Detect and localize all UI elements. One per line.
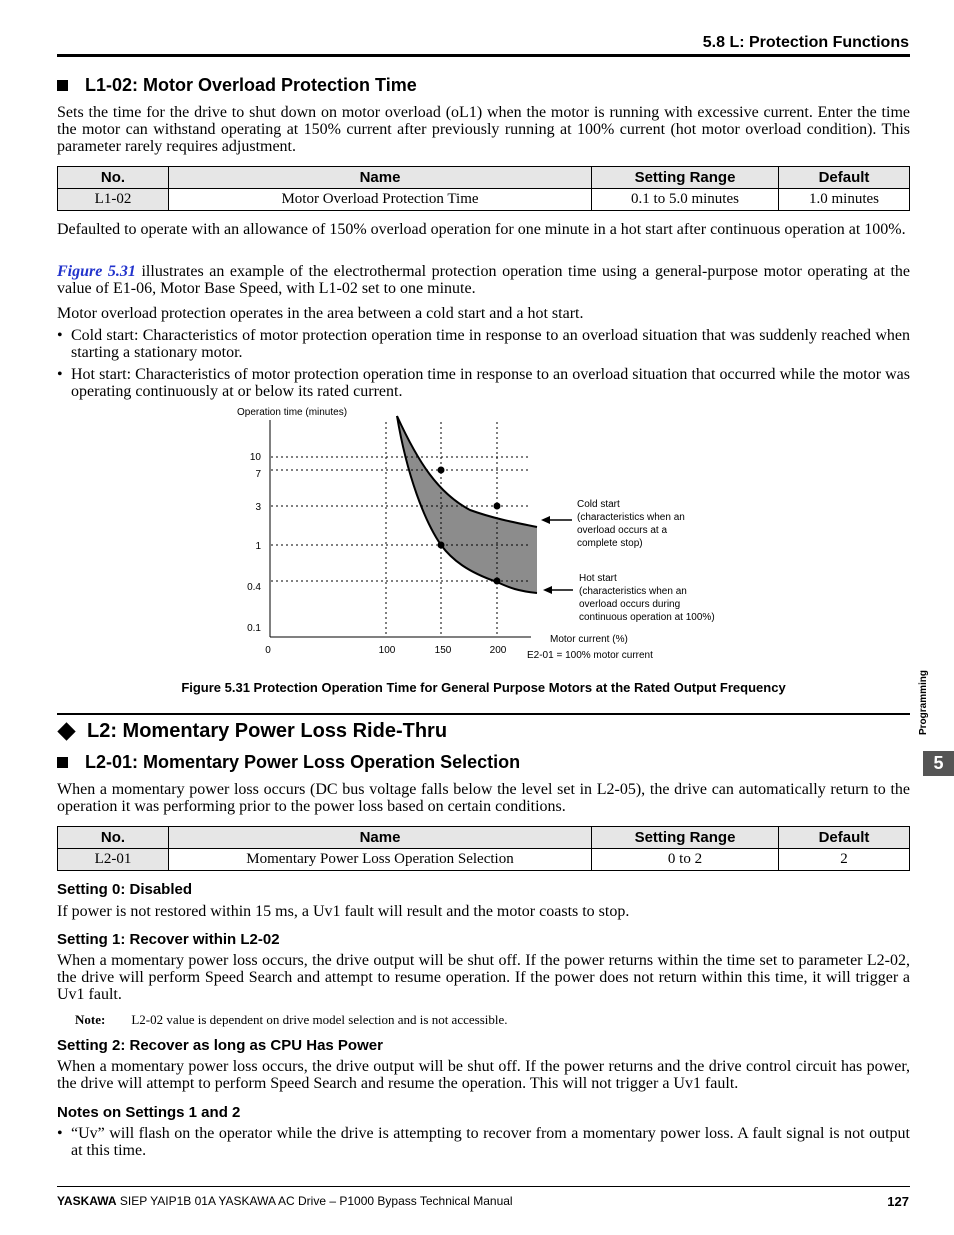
l1-02-heading: L1-02: Motor Overload Protection Time xyxy=(57,75,417,96)
y-tick-label: 3 xyxy=(255,502,261,513)
section-rule xyxy=(57,713,910,715)
operates-text: Motor overload protection operates in the area between a cold start and a hot start. xyxy=(57,305,584,322)
cold-start-label: (characteristics when an xyxy=(577,512,685,523)
y-tick-label: 7 xyxy=(255,469,261,480)
y-tick-label: 10 xyxy=(249,452,261,463)
setting-1-text: When a momentary power loss occurs, the drive output will be shut off. If the power returns within the time set to parameter L2-02, the drive will perform Speed Search and attempt to resume operation. If the power does not return within this time, it will trigger a Uv1 fault. xyxy=(57,952,910,1003)
table-row: L2-01 Momentary Power Loss Operation Selection 0 to 2 2 xyxy=(58,849,910,871)
x-axis-label: Motor current (%) xyxy=(550,634,628,645)
header-rule xyxy=(57,54,910,57)
protection-time-chart xyxy=(0,400,954,670)
x-tick-label: 100 xyxy=(378,645,396,656)
table-header-row: No. Name Setting Range Default xyxy=(58,167,910,189)
notes-title: Notes on Settings 1 and 2 xyxy=(57,1104,241,1121)
hot-start-point-150 xyxy=(438,542,445,549)
chapter-tab[interactable]: 5 xyxy=(923,751,954,776)
hot-start-label: Hot start xyxy=(579,573,617,584)
side-tab-label: Programming xyxy=(918,669,929,735)
l2-heading: L2: Momentary Power Loss Ride-Thru xyxy=(57,720,447,743)
table-header-row: No. Name Setting Range Default xyxy=(58,827,910,849)
list-item: • Hot start: Characteristics of motor protection operation time in response to an overload situation that occurred while the motor was operating continuously at or below its rated current. xyxy=(57,366,910,400)
x-tick-label: 0 xyxy=(265,645,271,656)
diamond-bullet-icon xyxy=(57,722,75,740)
setting-1-title: Setting 1: Recover within L2-02 xyxy=(57,931,280,948)
x-tick-label: 150 xyxy=(434,645,452,656)
list-item: • “Uv” will flash on the operator while the drive is attempting to recover from a momentary power loss. A fault signal is not output at this time. xyxy=(57,1125,910,1159)
square-bullet-icon xyxy=(57,80,68,91)
l2-01-heading: L2-01: Momentary Power Loss Operation Selection xyxy=(57,752,520,773)
list-item: • Cold start: Characteristics of motor protection operation time in response to an overload situation that was suddenly reached when starting a stationary motor. xyxy=(57,327,910,361)
figure-caption: Figure 5.31 Protection Operation Time for General Purpose Motors at the Rated Output Frequency xyxy=(181,680,786,695)
figure-reference-paragraph: Figure 5.31 illustrates an example of the electrothermal protection operation time using a general-purpose motor operating at the value of E1-06, Motor Base Speed, with L1-02 set to one minute. xyxy=(57,263,911,297)
y-tick-label: 0.4 xyxy=(247,582,261,593)
cold-start-point-200 xyxy=(494,503,501,510)
y-tick-label: 1 xyxy=(255,541,261,552)
footer-text: YASKAWA SIEP YAIP1B 01A YASKAWA AC Drive – P1000 Bypass Technical Manual xyxy=(57,1194,513,1208)
cold-start-point-150 xyxy=(438,467,445,474)
defaulted-text: Defaulted to operate with an allowance of 150% overload operation for one minute in a hot start after continuous operation at 100%. xyxy=(57,221,906,238)
cold-start-label: Cold start xyxy=(577,499,620,510)
x-axis-note: E2-01 = 100% motor current xyxy=(527,650,653,661)
overload-protection-area xyxy=(397,416,537,593)
l1-02-table xyxy=(57,166,910,211)
setting-2-text: When a momentary power loss occurs, the drive output will be shut off. If the power returns and the drive control circuit has power, the drive will attempt to perform Speed Search and resume the operation. This will not trigger a Uv1 fault. xyxy=(57,1058,910,1092)
hot-start-arrow-icon xyxy=(543,586,573,594)
cold-start-label: complete stop) xyxy=(577,538,643,549)
l2-intro: When a momentary power loss occurs (DC bus voltage falls below the level set in L2-05), the drive can automatically return to the operation it was performing prior to the power loss based on certain conditions. xyxy=(57,781,910,815)
y-tick-label: 0.1 xyxy=(247,623,261,634)
cold-start-arrow-icon xyxy=(541,516,572,524)
hot-start-point-200 xyxy=(494,578,501,585)
figure-5-31-link[interactable]: Figure 5.31 xyxy=(57,263,136,280)
hot-start-label: continuous operation at 100%) xyxy=(579,612,715,623)
hot-start-label: (characteristics when an xyxy=(579,586,687,597)
page-number: 127 xyxy=(887,1194,909,1209)
y-axis-label: Operation time (minutes) xyxy=(237,407,348,418)
section-header: 5.8 L: Protection Functions xyxy=(702,34,909,51)
square-bullet-icon xyxy=(57,757,68,768)
x-tick-label: 200 xyxy=(489,645,507,656)
setting-0-text: If power is not restored within 15 ms, a Uv1 fault will result and the motor coasts to stop. xyxy=(57,903,630,920)
cold-start-label: overload occurs at a xyxy=(577,525,668,536)
l2-01-table xyxy=(57,826,910,871)
hot-start-label: overload occurs during xyxy=(579,599,681,610)
footer-rule xyxy=(57,1186,910,1187)
setting-0-title: Setting 0: Disabled xyxy=(57,881,193,898)
note: Note: L2-02 value is dependent on drive model selection and is not accessible. xyxy=(75,1012,508,1027)
table-row: L1-02 Motor Overload Protection Time 0.1 to 5.0 minutes 1.0 minutes xyxy=(58,189,910,211)
setting-2-title: Setting 2: Recover as long as CPU Has Power xyxy=(57,1037,383,1054)
l1-02-intro: Sets the time for the drive to shut down on motor overload (oL1) when the motor is running with excessive current. Enter the time the motor can withstand operating at 150% current after previously running at 100% current (hot motor overload condition). This parameter rarely requires adjustment. xyxy=(57,104,910,155)
